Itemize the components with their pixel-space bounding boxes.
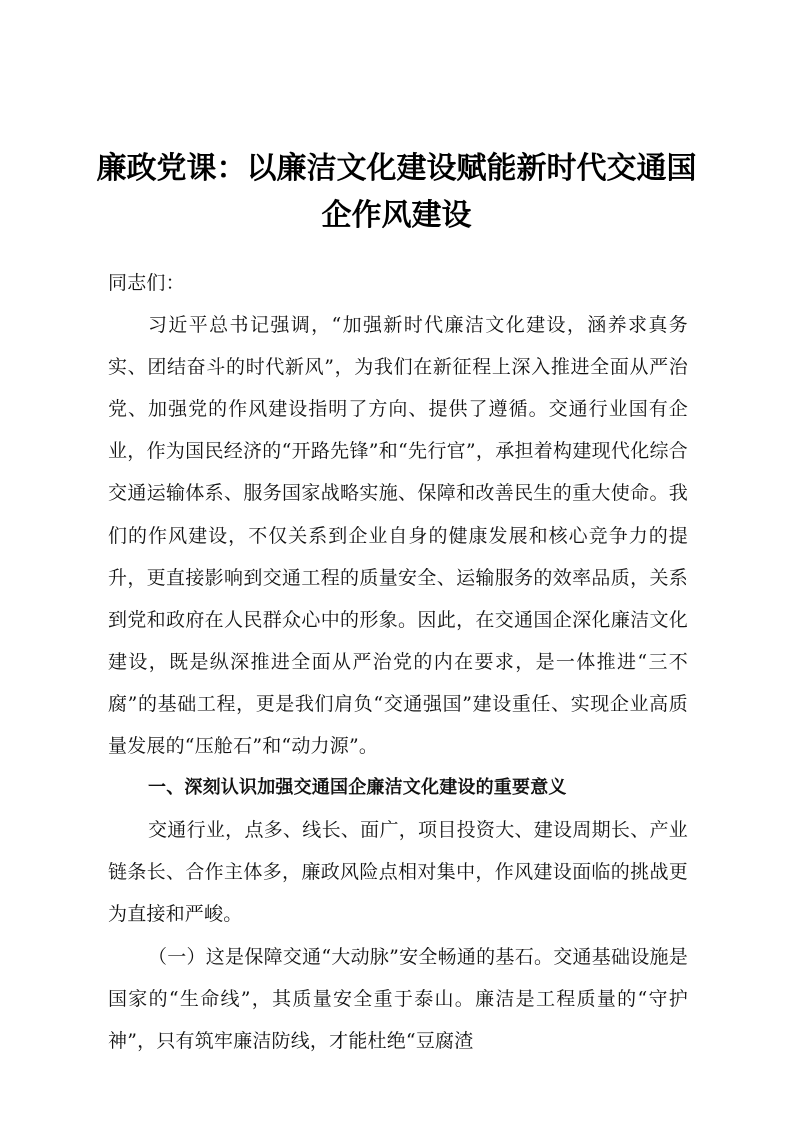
document-title: 廉政党课：以廉洁文化建设赋能新时代交通国企作风建设	[96, 151, 697, 233]
salutation: 同志们：	[108, 272, 185, 294]
document-body	[108, 262, 688, 1062]
subsection-paragraph: （一）这是保障交通“大动脉”安全畅通的基石。交通基础设施是国家的“生命线”，其质量安全重于泰山。廉洁是工程质量的“守护神”，只有筑牢廉洁防线，才能杜绝“豆腐渣	[108, 945, 688, 1052]
intro-paragraph: 习近平总书记强调，“加强新时代廉洁文化建设，涵养求真务实、团结奋斗的时代新风”，为我们在新征程上深入推进全面从严治党、加强党的作风建设指明了方向、提供了遵循。交通行业国有企业，作为国民经济的“开路先锋”和“先行官”，承担着构建现代化综合交通运输体系、服务国家战略实施、保障和改善民生的重大使命。我们的作风建设，不仅关系到企业自身的健康发展和核心竞争力的提升，更直接影响到交通工程的质量安全、运输服务的效率品质，关系到党和政府在人民群众心中的形象。因此，在交通国企深化廉洁文化建设，既是纵深推进全面从严治党的内在要求，是一体推进“三不腐”的基础工程，更是我们肩负“交通强国”建设重任、实现企业高质量发展的“压舱石”和“动力源”。	[108, 314, 688, 758]
section-paragraph: 交通行业，点多、线长、面广，项目投资大、建设周期长、产业链条长、合作主体多，廉政风险点相对集中，作风建设面临的挑战更为直接和严峻。	[108, 819, 688, 926]
section-heading: 一、深刻认识加强交通国企廉洁文化建设的重要意义	[148, 777, 567, 799]
